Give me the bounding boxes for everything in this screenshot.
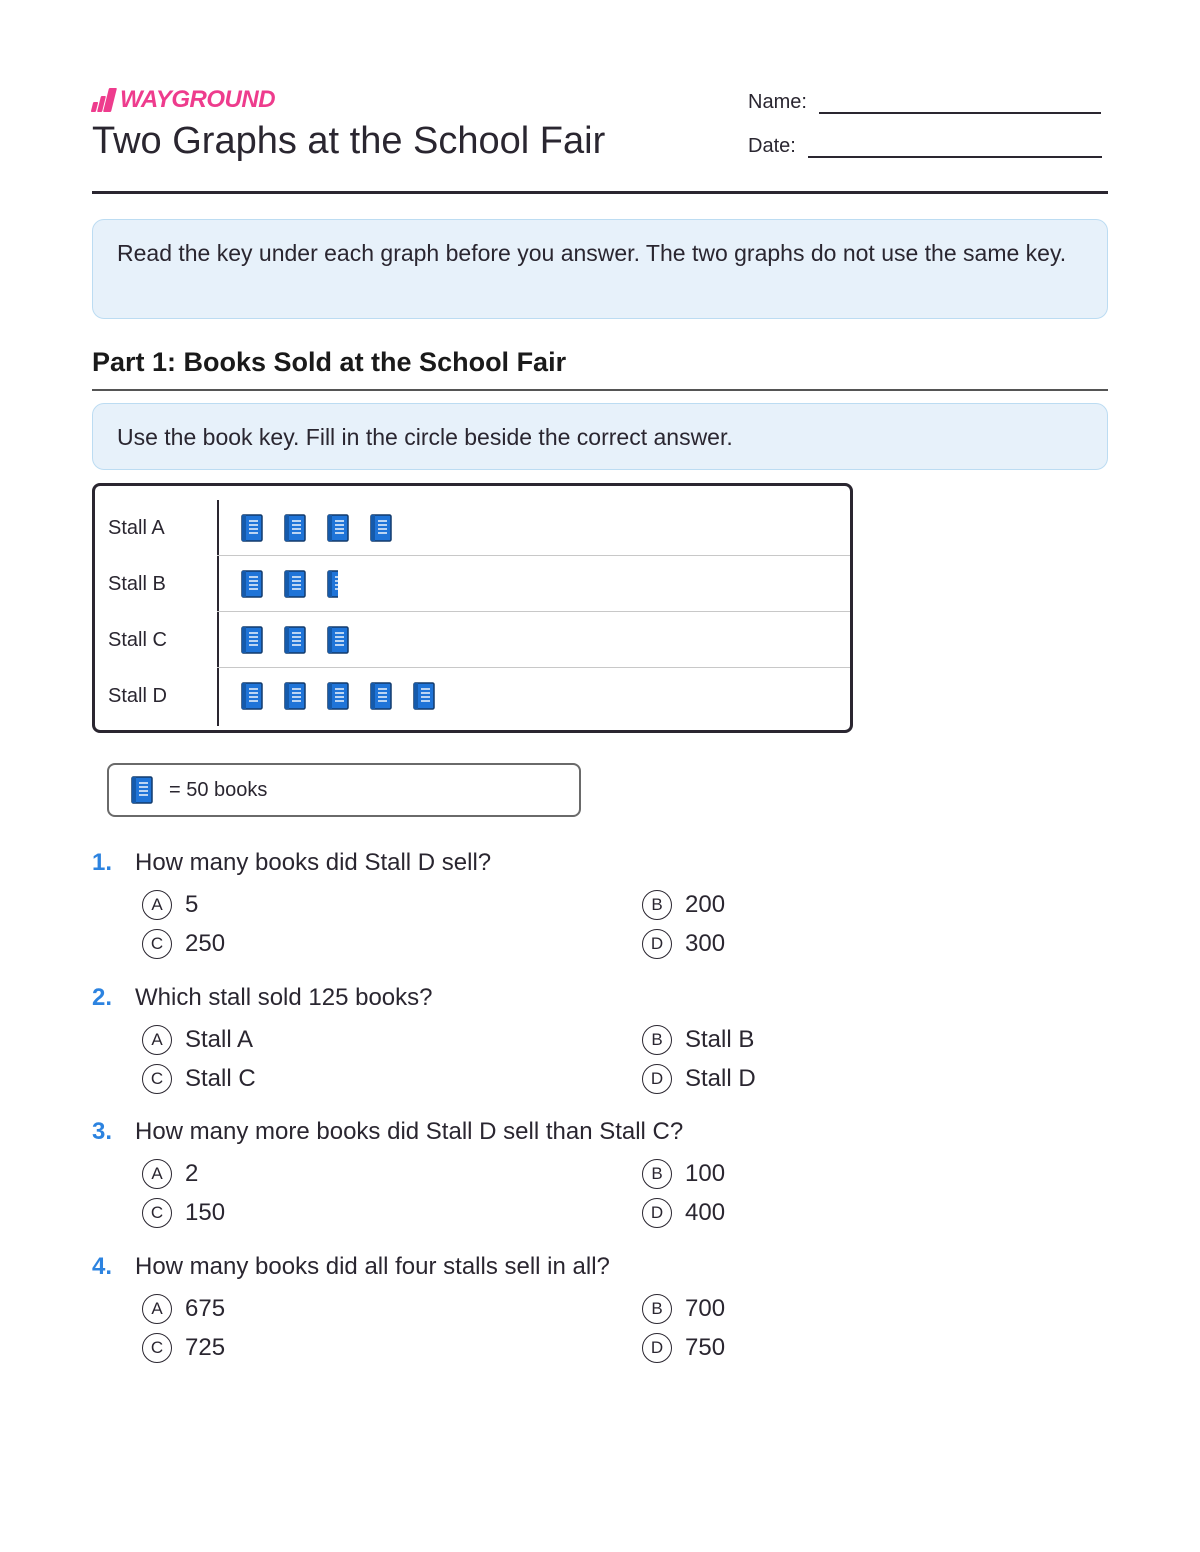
question-text: Which stall sold 125 books?: [135, 984, 433, 1011]
name-line[interactable]: [819, 90, 1101, 114]
book-icon: [327, 626, 349, 654]
answer-option-c[interactable]: [142, 1064, 256, 1094]
book-icon: [413, 682, 435, 710]
question-3: [92, 1118, 1108, 1238]
answer-option-b[interactable]: [642, 1025, 754, 1055]
header-divider: [92, 191, 1108, 194]
question-text: How many books did Stall D sell?: [135, 849, 492, 876]
date-label: Date:: [748, 135, 796, 157]
part1-heading: Part 1: Books Sold at the School Fair: [92, 347, 567, 377]
answer-bubble[interactable]: D: [642, 929, 672, 959]
pictograph-row: [95, 500, 850, 556]
answer-option-d[interactable]: [642, 929, 725, 959]
row-label: Stall C: [108, 628, 167, 651]
question-number: 2.: [92, 984, 113, 1011]
question-text: How many books did all four stalls sell in all?: [135, 1253, 610, 1280]
answer-option-d[interactable]: [642, 1333, 725, 1363]
logo-mark-icon: [92, 88, 114, 112]
book-icon: [370, 514, 392, 542]
book-icon: [327, 514, 349, 542]
answer-bubble[interactable]: A: [142, 1025, 172, 1055]
question-text: How many more books did Stall D sell than Stall C?: [135, 1118, 684, 1145]
name-field[interactable]: [748, 90, 1101, 114]
pictograph-key: [107, 763, 581, 817]
question-number: 3.: [92, 1118, 113, 1145]
key-text: = 50 books: [169, 778, 268, 801]
answer-bubble[interactable]: A: [142, 1159, 172, 1189]
book-icon: [327, 682, 349, 710]
worksheet-title: Two Graphs at the School Fair: [92, 120, 606, 162]
book-icon: [370, 682, 392, 710]
part1-instruction-text: Use the book key. Fill in the circle beside the correct answer.: [117, 423, 733, 450]
pictograph-row: [95, 668, 850, 724]
pictograph-chart: [92, 483, 853, 733]
answer-text: Stall A: [185, 1026, 254, 1053]
answer-bubble[interactable]: C: [142, 1064, 172, 1094]
answer-text: Stall B: [685, 1026, 755, 1053]
answer-bubble[interactable]: C: [142, 1333, 172, 1363]
answer-text: 700: [685, 1295, 726, 1322]
name-label: Name:: [748, 91, 807, 113]
question-1: [92, 849, 1108, 969]
answer-text: 675: [185, 1295, 226, 1322]
answer-text: 100: [685, 1160, 726, 1187]
answer-option-c[interactable]: [142, 1333, 225, 1363]
answer-text: 2: [185, 1160, 199, 1187]
half-book-icon: [327, 570, 338, 598]
intro-note: Read the key under each graph before you answer. The two graphs do not use the same key.: [92, 219, 1108, 319]
answer-option-b[interactable]: [642, 890, 725, 920]
answer-text: 200: [685, 891, 726, 918]
part1-divider: [92, 389, 1108, 391]
answer-text: 5: [185, 891, 199, 918]
answer-bubble[interactable]: B: [642, 890, 672, 920]
date-field[interactable]: [748, 134, 1102, 158]
brand-logo: [92, 86, 275, 114]
answer-text: 300: [685, 930, 726, 957]
brand-name: WAYGROUND: [120, 86, 276, 113]
answer-text: 250: [185, 930, 226, 957]
answer-text: 400: [685, 1199, 726, 1226]
row-label: Stall D: [108, 684, 167, 707]
answer-bubble[interactable]: B: [642, 1025, 672, 1055]
answer-bubble[interactable]: B: [642, 1294, 672, 1324]
answer-text: 725: [185, 1334, 226, 1361]
book-icon: [284, 570, 306, 598]
question-2: [92, 984, 1108, 1104]
book-icon: [284, 682, 306, 710]
question-number: 4.: [92, 1253, 113, 1280]
question-4: [92, 1253, 1108, 1373]
answer-text: 750: [685, 1334, 726, 1361]
answer-option-b[interactable]: [642, 1159, 725, 1189]
answer-bubble[interactable]: D: [642, 1333, 672, 1363]
answer-option-d[interactable]: [642, 1198, 725, 1228]
pictograph-row: [95, 556, 850, 612]
answer-text: Stall D: [685, 1065, 756, 1092]
row-label: Stall B: [108, 572, 166, 595]
date-line[interactable]: [808, 134, 1102, 158]
book-icon: [241, 682, 263, 710]
answer-option-c[interactable]: [142, 1198, 225, 1228]
answer-option-a[interactable]: [142, 1294, 225, 1324]
answer-bubble[interactable]: D: [642, 1064, 672, 1094]
answer-bubble[interactable]: A: [142, 1294, 172, 1324]
answer-option-a[interactable]: [142, 1159, 198, 1189]
book-icon: [241, 570, 263, 598]
answer-bubble[interactable]: A: [142, 890, 172, 920]
part1-instruction: [92, 403, 1108, 470]
answer-bubble[interactable]: C: [142, 1198, 172, 1228]
answer-bubble[interactable]: B: [642, 1159, 672, 1189]
book-icon: [241, 626, 263, 654]
answer-bubble[interactable]: D: [642, 1198, 672, 1228]
answer-bubble[interactable]: C: [142, 929, 172, 959]
answer-option-d[interactable]: [642, 1064, 756, 1094]
answer-option-a[interactable]: [142, 890, 198, 920]
answer-text: 150: [185, 1199, 226, 1226]
book-icon: [284, 626, 306, 654]
row-label: Stall A: [108, 516, 165, 539]
pictograph-row: [95, 612, 850, 668]
answer-option-b[interactable]: [642, 1294, 725, 1324]
answer-option-a[interactable]: [142, 1025, 253, 1055]
question-number: 1.: [92, 849, 113, 876]
book-icon: [284, 514, 306, 542]
book-icon: [131, 776, 153, 804]
answer-option-c[interactable]: [142, 929, 225, 959]
book-icon: [241, 514, 263, 542]
answer-text: Stall C: [185, 1065, 256, 1092]
